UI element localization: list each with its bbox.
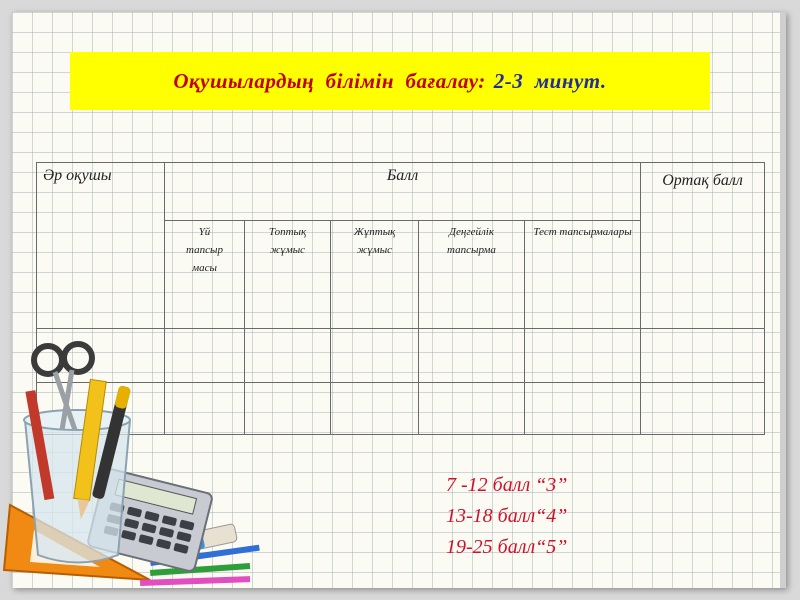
subheader-level-task: Деңгейлік тапсырма [419,221,525,329]
table-cell [525,329,641,383]
grading-scale [446,470,567,563]
subheader-homework: Үй тапсыр масы [165,221,245,329]
grade-3-line: 7 -12 балл “3” [446,474,568,496]
header-score: Балл [165,163,641,221]
header-row [37,163,765,221]
grade-5-line: 19-25 балл“5” [446,536,568,558]
header-student: Әр оқушы [37,163,165,329]
table-cell [525,383,641,435]
title-banner [70,52,710,110]
table-cell [641,383,765,435]
stationery-clipart [0,330,270,600]
table-cell [419,329,525,383]
table-cell [331,329,419,383]
grade-4-line: 13-18 балл“4” [446,505,568,527]
table-cell [641,329,765,383]
subheader-group-work: Топтық жұмыс [245,221,331,329]
title-main-text: Оқушылардың білімін бағалау: [173,68,486,93]
subheader-pair-work: Жұптық жұмыс [331,221,419,329]
title-time-text: 2-3 минут. [493,68,607,93]
subheader-test-tasks: Тест тапсырмалары [525,221,641,329]
table-cell [331,383,419,435]
table-cell [419,383,525,435]
header-common-score: Ортақ балл [641,163,765,329]
